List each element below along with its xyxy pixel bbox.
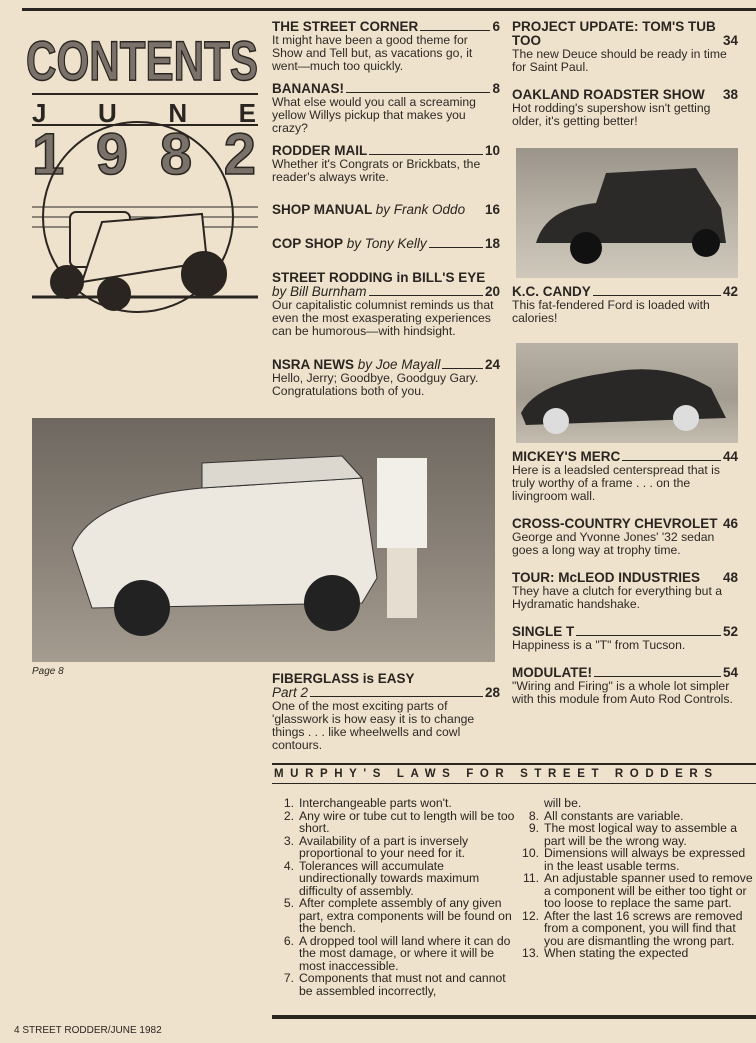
murphys-laws-box xyxy=(272,763,756,997)
entry-title: OAKLAND ROADSTER SHOW xyxy=(512,87,705,102)
toc-entry[interactable] xyxy=(512,625,738,652)
murphys-laws-heading: MURPHY'S LAWS FOR STREET RODDERS xyxy=(272,763,756,784)
page-number: 48 xyxy=(722,570,738,585)
law-number: 7. xyxy=(283,971,294,985)
law-text: Components that must not and cannot be assembled incorrectly, xyxy=(299,971,506,998)
entry-desc: Hot rodding's supershow isn't getting older, it's getting better! xyxy=(512,101,711,128)
page-footer: 4 STREET RODDER/JUNE 1982 xyxy=(14,1025,162,1036)
law-text: Any wire or tube cut to length will be too short. xyxy=(299,808,515,835)
page-number: 34 xyxy=(722,33,738,48)
entry-desc: It might have been a good theme for Show and Tell but, as vacations go, it went—much too quickly. xyxy=(272,33,473,73)
law-text: A dropped tool will land where it can do the most damage, or where it will be most inaccessible. xyxy=(299,933,511,973)
entry-desc: Whether it's Congrats or Brickbats, the reader's always write. xyxy=(272,157,481,184)
entry-desc: The new Deuce should be ready in time for Saint Paul. xyxy=(512,47,727,74)
law-text: The most logical way to assemble a part will be the wrong way. xyxy=(544,821,738,848)
law-text: An adjustable spanner used to remove a component will be either too tight or too loose to replace the same part. xyxy=(544,871,753,910)
toc-entry[interactable] xyxy=(512,517,738,557)
page-number: 54 xyxy=(722,665,738,680)
entry-subtitle: Part 2 xyxy=(272,685,309,700)
page-number: 52 xyxy=(722,624,738,639)
entry-desc: This fat-fendered Ford is loaded with calories! xyxy=(512,298,710,325)
entry-author: by Tony Kelly xyxy=(346,236,427,251)
entry-title: RODDER MAIL xyxy=(272,143,368,158)
law-number: 9. xyxy=(528,821,539,835)
law-item xyxy=(519,847,754,872)
willys-pickup-photo xyxy=(32,418,495,662)
entry-author: by Frank Oddo xyxy=(375,202,466,217)
entry-desc: One of the most exciting parts of 'glasswork is how easy it is to change things . . . like wheelwells and cowl contours. xyxy=(272,699,475,752)
page-number: 28 xyxy=(484,685,500,700)
entry-desc: Here is a leadsled centerspread that is truly worthy of a frame . . . on the livingroom wall. xyxy=(512,463,720,503)
toc-entry[interactable] xyxy=(272,144,500,184)
law-text: After the last 16 screws are removed from a component, you will find that you are dismantling the wrong part. xyxy=(544,908,743,948)
law-number: 1. xyxy=(283,796,294,810)
law-item xyxy=(274,810,519,835)
entry-title: NSRA NEWS xyxy=(272,357,355,372)
toc-entry[interactable] xyxy=(272,82,500,135)
page-number: 8 xyxy=(492,81,500,96)
entry-title: THE STREET CORNER xyxy=(272,19,419,34)
toc-entry[interactable] xyxy=(272,271,500,338)
entry-title: SINGLE T xyxy=(512,624,575,639)
entry-title: TOUR: McLEOD INDUSTRIES xyxy=(512,570,701,585)
entry-author: by Bill Burnham xyxy=(272,284,367,299)
law-text: All constants are variable. xyxy=(544,808,684,823)
toc-entry[interactable] xyxy=(272,203,500,217)
bottom-rule xyxy=(272,1015,756,1019)
law-item xyxy=(519,822,754,847)
law-item xyxy=(274,897,519,935)
laws-column-1 xyxy=(274,797,519,997)
entry-desc: Happiness is a "T" from Tucson. xyxy=(512,638,686,652)
entry-desc: What else would you call a screaming yellow Willys pickup that makes you crazy? xyxy=(272,95,476,135)
law-item xyxy=(274,972,519,997)
entry-author: by Joe Mayall xyxy=(357,357,441,372)
page-number: 42 xyxy=(722,284,738,299)
page-number: 6 xyxy=(492,19,500,34)
law-text: Availability of a part is inversely proportional to your need for it. xyxy=(299,833,469,860)
toc-entry[interactable] xyxy=(272,358,500,398)
toc-entry[interactable] xyxy=(512,450,738,503)
law-number: 5. xyxy=(283,896,294,910)
ford-sedan-photo xyxy=(516,148,738,278)
law-number: 6. xyxy=(283,933,294,948)
law-text: Tolerances will accumulate undirectionally towards maximum difficulty of assembly. xyxy=(299,858,480,898)
toc-entry[interactable] xyxy=(512,285,738,325)
law-item xyxy=(274,935,519,973)
law-text: Dimensions will always be expressed in the least usable terms. xyxy=(544,846,746,873)
svg-text:JUNE: JUNE xyxy=(32,98,256,128)
top-rule xyxy=(22,8,756,11)
toc-entry[interactable] xyxy=(512,666,738,706)
entry-title: FIBERGLASS is EASY xyxy=(272,671,415,686)
law-number: 4. xyxy=(283,858,294,873)
law-item xyxy=(519,872,754,910)
entry-desc: Our capitalistic columnist reminds us that even the most exasperating experiences can be humorous—with hindsight. xyxy=(272,298,494,338)
law-text: After complete assembly of any given part, extra components will be found on the bench. xyxy=(299,896,512,935)
entry-title: PROJECT UPDATE: TOM'S TUB TOO xyxy=(512,19,716,48)
page-number: 24 xyxy=(484,357,500,372)
entry-title: MODULATE! xyxy=(512,665,592,680)
laws-column-2 xyxy=(519,797,754,997)
fiberglass-entry[interactable] xyxy=(272,672,500,752)
contents-right-column-top xyxy=(512,20,738,137)
entry-title: COP SHOP xyxy=(272,236,344,251)
law-text: Interchangeable parts won't. xyxy=(299,796,452,810)
law-number: 12. xyxy=(522,908,539,923)
entry-title: MICKEY'S MERC xyxy=(512,449,621,464)
entry-desc: Hello, Jerry; Goodbye, Goodguy Gary. Congratulations both of you. xyxy=(272,371,479,398)
entry-desc: They have a clutch for everything but a Hydramatic handshake. xyxy=(512,584,723,611)
entry-title: CROSS-COUNTRY CHEVROLET xyxy=(512,516,718,531)
law-item xyxy=(274,835,519,860)
law-continuation: will be. xyxy=(544,796,582,810)
law-text: When stating the expected xyxy=(544,946,689,960)
photo-caption: Page 8 xyxy=(32,666,64,677)
law-item xyxy=(274,797,519,810)
toc-entry[interactable] xyxy=(272,237,500,251)
law-number: 10. xyxy=(522,846,539,860)
law-number: 13. xyxy=(522,946,539,960)
toc-entry[interactable] xyxy=(272,20,500,73)
toc-entry[interactable] xyxy=(512,571,738,611)
law-item xyxy=(519,947,754,960)
entry-desc: "Wiring and Firing" is a whole lot simpler with this module from Auto Rod Controls. xyxy=(512,679,733,706)
toc-entry[interactable] xyxy=(512,20,738,74)
law-number: 11. xyxy=(522,871,539,885)
page-number: 44 xyxy=(722,449,738,464)
law-number: 2. xyxy=(283,808,294,823)
contents-logo xyxy=(22,22,262,322)
law-number: 3. xyxy=(283,833,294,848)
law-item xyxy=(519,910,754,948)
svg-text:1982: 1982 xyxy=(32,122,256,187)
entry-desc: George and Yvonne Jones' '32 sedan goes a long way at trophy time. xyxy=(512,530,715,557)
page-number: 20 xyxy=(484,284,500,299)
page-number: 18 xyxy=(484,236,500,251)
entry-title: K.C. CANDY xyxy=(512,284,591,299)
toc-entry[interactable] xyxy=(512,88,738,128)
page-number: 10 xyxy=(484,143,500,158)
merc-photo xyxy=(516,343,738,443)
page-number: 16 xyxy=(484,202,500,217)
svg-text:CONTENTS: CONTENTS xyxy=(26,29,258,92)
entry-title: BANANAS! xyxy=(272,81,344,96)
law-item xyxy=(274,860,519,898)
page-number: 38 xyxy=(722,87,738,102)
page-number: 46 xyxy=(722,516,738,531)
contents-middle-column xyxy=(272,20,500,407)
entry-title: SHOP MANUAL xyxy=(272,202,373,217)
contents-right-column-bottom xyxy=(512,450,738,715)
entry-title: STREET RODDING in BILL'S EYE xyxy=(272,270,486,285)
law-number: 8. xyxy=(528,808,539,823)
hotrod-illustration xyxy=(51,212,226,310)
